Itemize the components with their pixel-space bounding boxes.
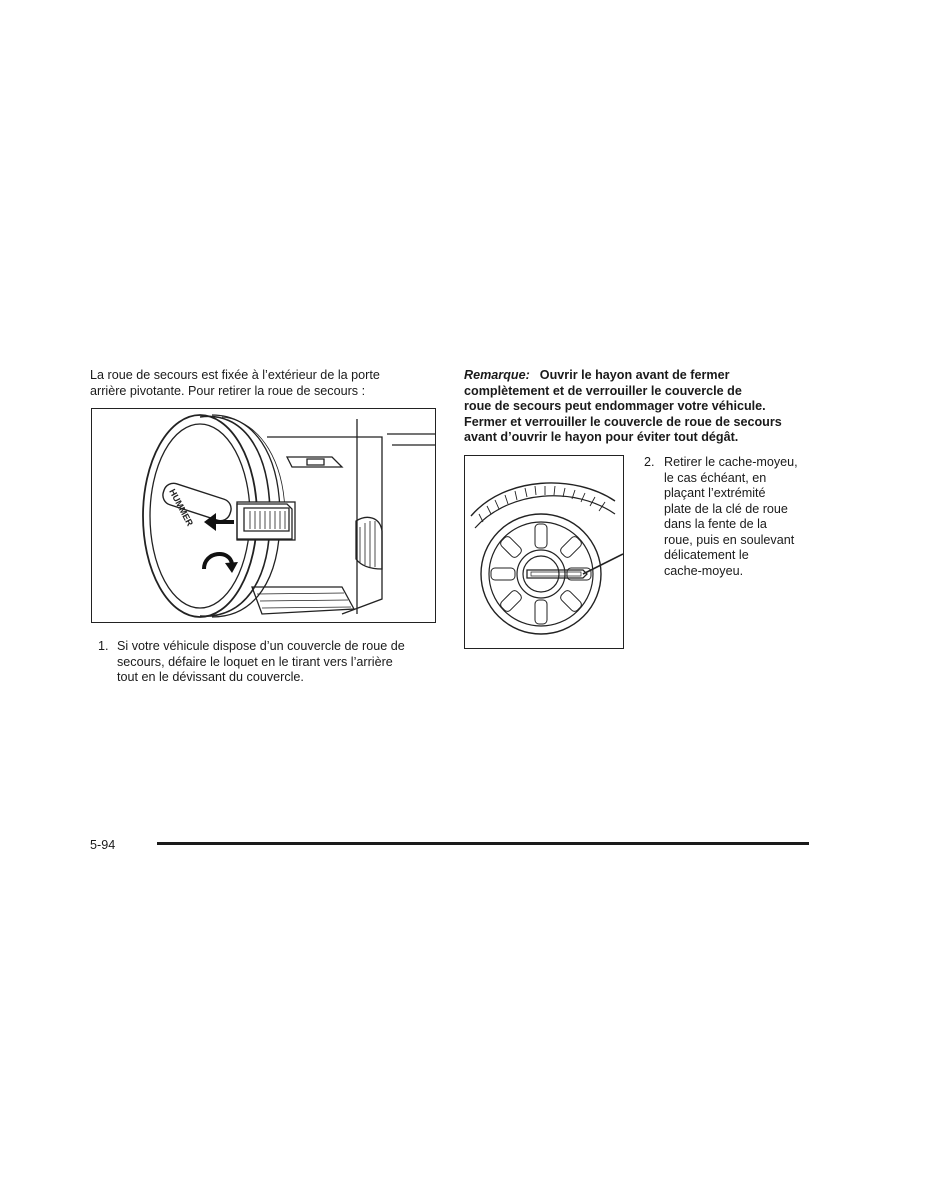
step-1-line-3: tout en le dévissant du couvercle. <box>117 670 304 684</box>
step-2-line-3: plaçant l’extrémité <box>664 486 766 500</box>
hub-cap-removal-illustration <box>464 455 624 649</box>
step-2-number: 2. <box>644 455 655 469</box>
notice-label: Remarque: <box>464 368 530 382</box>
footer-rule <box>157 842 809 845</box>
notice-block <box>464 368 816 446</box>
notice-line-4: Fermer et verrouiller le couvercle de roue de secours <box>464 414 782 429</box>
intro-paragraph <box>90 368 430 399</box>
step-1-number: 1. <box>98 639 109 653</box>
step-2-line-5: dans la fente de la <box>664 517 767 531</box>
step-1-line-2: secours, défaire le loquet en le tirant vers l’arrière <box>117 654 393 669</box>
step-1-text <box>117 639 442 686</box>
step-2-line-6: roue, puis en soulevant <box>664 532 795 547</box>
notice-line-3: roue de secours peut endommager votre véhicule. <box>464 399 766 413</box>
notice-line-1: Ouvrir le hayon avant de fermer <box>539 368 730 382</box>
step-2-line-7: délicatement le <box>664 548 749 562</box>
rotate-clockwise-icon <box>204 554 238 573</box>
page-number: 5-94 <box>90 838 116 852</box>
spare-tire-cover-illustration <box>91 408 436 623</box>
notice-line-2: complètement et de verrouiller le couvercle de <box>464 383 742 398</box>
step-2-line-1: Retirer le cache-moyeu, <box>664 455 798 469</box>
step-2-text <box>664 455 814 579</box>
intro-line-2: arrière pivotante. Pour retirer la roue de secours : <box>90 383 366 398</box>
step-2-line-8: cache-moyeu. <box>664 563 744 578</box>
step-2-line-4: plate de la clé de roue <box>664 501 788 516</box>
intro-line-1: La roue de secours est fixée à l’extérieur de la porte <box>90 368 380 382</box>
brand-logo-text: HUMMER <box>167 487 196 528</box>
step-1-line-1: Si votre véhicule dispose d’un couvercle de roue de <box>117 639 405 653</box>
notice-line-5: avant d’ouvrir le hayon pour éviter tout dégât. <box>464 430 739 444</box>
step-2-line-2: le cas échéant, en <box>664 470 767 485</box>
